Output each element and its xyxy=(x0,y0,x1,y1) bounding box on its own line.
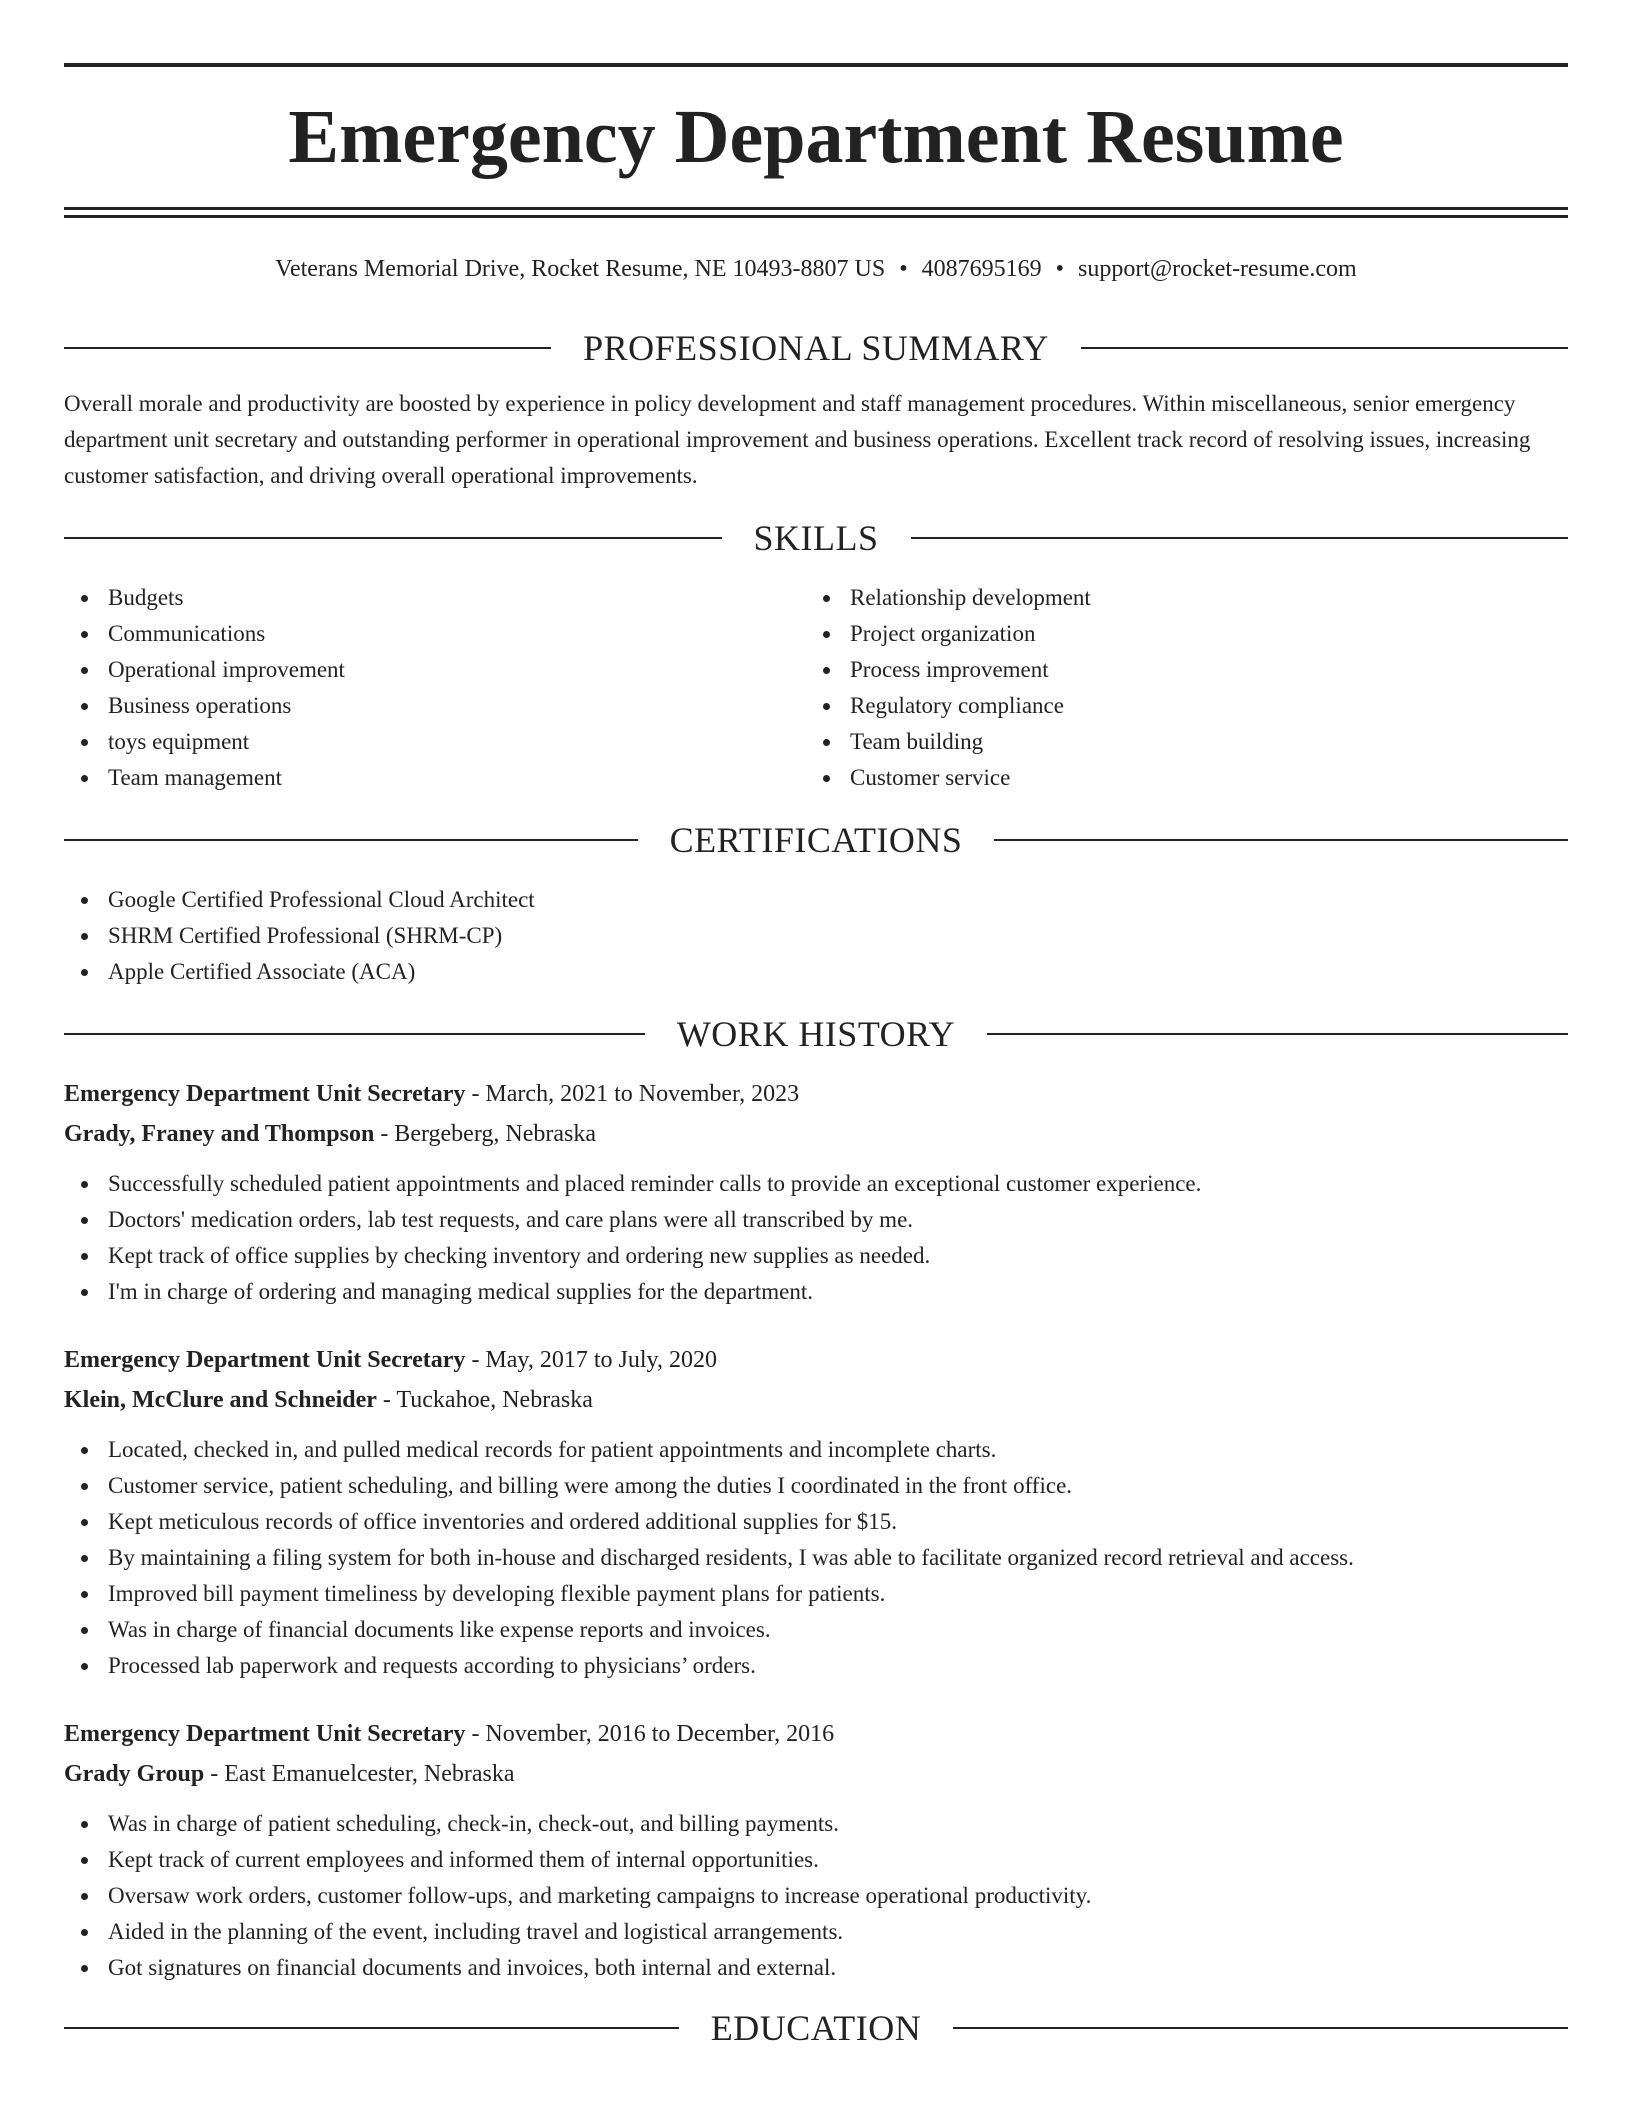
section-title: WORK HISTORY xyxy=(676,1014,956,1054)
section-title: SKILLS xyxy=(753,518,879,558)
resume-title: Emergency Department Resume xyxy=(288,95,1344,179)
work-history-section-heading xyxy=(64,1016,1568,1052)
certification-item: SHRM Certified Professional (SHRM-CP) xyxy=(64,918,1568,954)
job-dates: - March, 2021 to November, 2023 xyxy=(465,1081,800,1107)
heading-rule-left xyxy=(64,347,551,349)
job-bullet: Processed lab paperwork and requests according to physicians’ orders. xyxy=(64,1648,1568,1684)
job-bullet: By maintaining a filing system for both in-house and discharged residents, I was able to facilitate organized record retrieval and access. xyxy=(64,1540,1568,1576)
job-bullet: I'm in charge of ordering and managing medical supplies for the department. xyxy=(64,1274,1568,1310)
top-rule xyxy=(64,63,1568,67)
certification-item: Apple Certified Associate (ACA) xyxy=(64,954,1568,990)
job-bullet: Kept track of current employees and informed them of internal opportunities. xyxy=(64,1842,1568,1878)
job-entry xyxy=(64,1340,1568,1684)
job-bullet: Was in charge of financial documents like expense reports and invoices. xyxy=(64,1612,1568,1648)
contact-email: support@rocket-resume.com xyxy=(1078,256,1357,282)
heading-rule-right xyxy=(1081,347,1568,349)
certification-item: Google Certified Professional Cloud Architect xyxy=(64,882,1568,918)
skill-item: toys equipment xyxy=(64,724,806,760)
job-bullet: Got signatures on financial documents and invoices, both internal and external. xyxy=(64,1950,1568,1986)
heading-rule-right xyxy=(953,2027,1568,2029)
heading-rule-left xyxy=(64,537,722,539)
certifications-list xyxy=(64,882,1568,990)
job-company: Grady Group xyxy=(64,1761,205,1787)
heading-rule-left xyxy=(64,1033,645,1035)
job-entry xyxy=(64,1714,1568,1986)
title-double-rule xyxy=(64,207,1568,218)
job-bullet: Customer service, patient scheduling, and billing were among the duties I coordinated in the front office. xyxy=(64,1468,1568,1504)
resume-page xyxy=(64,0,1568,2046)
skills-section-heading xyxy=(64,520,1568,556)
job-bullet: Doctors' medication orders, lab test requests, and care plans were all transcribed by me. xyxy=(64,1202,1568,1238)
education-section-heading xyxy=(64,2010,1568,2046)
job-bullet: Was in charge of patient scheduling, check-in, check-out, and billing payments. xyxy=(64,1806,1568,1842)
skill-item: Regulatory compliance xyxy=(806,688,1548,724)
job-company-line xyxy=(64,1754,1568,1794)
job-dates: - May, 2017 to July, 2020 xyxy=(465,1347,717,1373)
contact-line xyxy=(64,254,1568,284)
job-bullet: Oversaw work orders, customer follow-ups, and marketing campaigns to increase operational productivity. xyxy=(64,1878,1568,1914)
job-location: - East Emanuelcester, Nebraska xyxy=(204,1761,515,1787)
section-title: CERTIFICATIONS xyxy=(669,820,963,860)
job-title-line xyxy=(64,1340,1568,1380)
job-company-line xyxy=(64,1114,1568,1154)
heading-rule-left xyxy=(64,2027,679,2029)
job-company: Grady, Franey and Thompson xyxy=(64,1121,375,1147)
job-bullet: Successfully scheduled patient appointments and placed reminder calls to provide an exceptional customer experience. xyxy=(64,1166,1568,1202)
job-bullet: Located, checked in, and pulled medical records for patient appointments and incomplete charts. xyxy=(64,1432,1568,1468)
skill-item: Operational improvement xyxy=(64,652,806,688)
job-location: - Bergeberg, Nebraska xyxy=(374,1121,597,1147)
section-title: EDUCATION xyxy=(710,2008,922,2048)
job-bullets xyxy=(64,1432,1568,1684)
job-bullet: Kept meticulous records of office inventories and ordered additional supplies for $15. xyxy=(64,1504,1568,1540)
job-bullet: Improved bill payment timeliness by developing flexible payment plans for patients. xyxy=(64,1576,1568,1612)
job-bullet: Kept track of office supplies by checking inventory and ordering new supplies as needed. xyxy=(64,1238,1568,1274)
skill-item: Team management xyxy=(64,760,806,796)
job-company: Klein, McClure and Schneider xyxy=(64,1387,377,1413)
skill-item: Relationship development xyxy=(806,580,1548,616)
certifications-section-heading xyxy=(64,822,1568,858)
job-title: Emergency Department Unit Secretary xyxy=(64,1347,466,1373)
contact-separator: • xyxy=(899,256,908,282)
skill-item: Business operations xyxy=(64,688,806,724)
job-bullets xyxy=(64,1806,1568,1986)
job-entry xyxy=(64,1074,1568,1310)
job-bullets xyxy=(64,1166,1568,1310)
summary-section-heading xyxy=(64,330,1568,366)
job-bullet: Aided in the planning of the event, including travel and logistical arrangements. xyxy=(64,1914,1568,1950)
heading-rule-right xyxy=(987,1033,1568,1035)
job-title: Emergency Department Unit Secretary xyxy=(64,1721,466,1747)
skill-item: Project organization xyxy=(806,616,1548,652)
skill-item: Budgets xyxy=(64,580,806,616)
job-title-line xyxy=(64,1074,1568,1114)
job-title: Emergency Department Unit Secretary xyxy=(64,1081,466,1107)
skill-item: Team building xyxy=(806,724,1548,760)
contact-phone: 4087695169 xyxy=(921,256,1042,282)
contact-separator: • xyxy=(1055,256,1064,282)
skills-grid xyxy=(64,580,1568,796)
heading-rule-right xyxy=(994,839,1568,841)
heading-rule-right xyxy=(911,537,1569,539)
section-title: PROFESSIONAL SUMMARY xyxy=(583,328,1049,368)
contact-address: Veterans Memorial Drive, Rocket Resume, NE 10493-8807 US xyxy=(275,256,886,282)
heading-rule-left xyxy=(64,839,638,841)
job-dates: - November, 2016 to December, 2016 xyxy=(465,1721,835,1747)
job-company-line xyxy=(64,1380,1568,1420)
skills-list-right xyxy=(806,580,1548,796)
skill-item: Customer service xyxy=(806,760,1548,796)
skill-item: Communications xyxy=(64,616,806,652)
skill-item: Process improvement xyxy=(806,652,1548,688)
skills-list-left xyxy=(64,580,806,796)
job-title-line xyxy=(64,1714,1568,1754)
summary-text: Overall morale and productivity are boosted by experience in policy development and staff management procedures. Within miscellaneous, senior emergency department unit secretary and outstanding performer in operational improvement and business operations. Excellent track record of resolving issues, increasing customer satisfaction, and driving overall operational improvements. xyxy=(64,391,1531,488)
job-location: - Tuckahoe, Nebraska xyxy=(376,1387,593,1413)
